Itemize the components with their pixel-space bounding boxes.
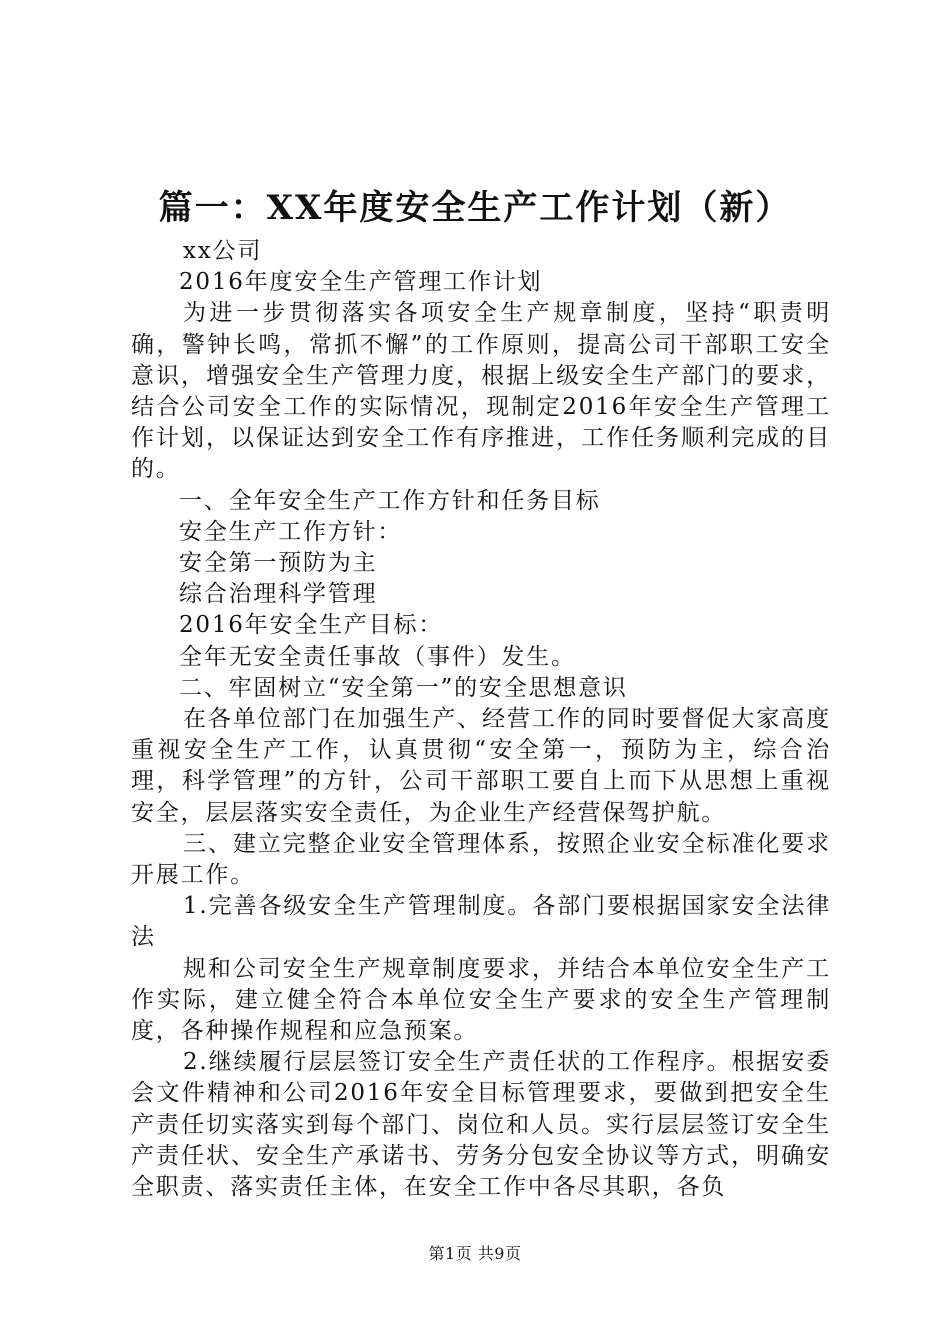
document-body: [131, 236, 831, 1203]
policy-line-1: 安全第一预防为主: [179, 550, 378, 577]
company-line: xx公司: [183, 238, 263, 264]
policy-label: 安全生产工作方针：: [179, 518, 403, 545]
plan-subtitle: 2016年度安全生产管理工作计划: [179, 269, 543, 296]
document-title: 篇一：XX年度安全生产工作计划（新）: [158, 188, 792, 228]
item-1-continuation: 规和公司安全生产规章制度要求，并结合本单位安全生产工作实际，建立健全符合本单位安全生产要求的安全生产管理制度，各种操作规程和应急预案。: [131, 955, 831, 1045]
goal-label: 2016年安全生产目标：: [179, 612, 444, 639]
item-1-paragraph: 1.完善各级安全生产管理制度。各部门要根据国家安全法律法: [131, 893, 831, 951]
intro-paragraph: 为进一步贯彻落实各项安全生产规章制度，坚持“职责明确，警钟长鸣，常抓不懈”的工作原则，提高公司干部职工安全意识，增强安全生产管理力度，根据上级安全生产部门的要求，结合公司安全工作的实际情况，现制定2016年安全生产管理工作计划，以保证达到安全工作有序推进，工作任务顺利完成的目的。: [131, 300, 831, 483]
section-heading-3: 三、建立完整企业安全管理体系，按照企业安全标准化要求开展工作。: [131, 830, 831, 889]
section-heading-2: 二、牢固树立“安全第一”的安全思想意识: [179, 674, 628, 701]
goal-line: 全年无安全责任事故（事件）发生。: [179, 643, 576, 670]
section-2-paragraph: 在各单位部门在加强生产、经营工作的同时要督促大家高度重视安全生产工作，认真贯彻“安全第一，预防为主，综合治理，科学管理”的方针，公司干部职工要自上而下从思想上重视安全，层层落实安全责任，为企业生产经营保驾护航。: [131, 706, 831, 826]
page-number-footer: 第1页 共9页: [428, 1244, 522, 1263]
item-2-paragraph: 2.继续履行层层签订安全生产责任状的工作程序。根据安委会文件精神和公司2016年安全目标管理要求，要做到把安全生产责任切实落实到每个部门、岗位和人员。实行层层签订安全生产责任状、安全生产承诺书、劳务分包安全协议等方式，明确安全职责、落实责任主体，在安全工作中各尽其职，各负: [131, 1049, 831, 1201]
policy-line-2: 综合治理科学管理: [179, 581, 378, 608]
section-heading-1: 一、全年安全生产工作方针和任务目标: [179, 487, 601, 514]
